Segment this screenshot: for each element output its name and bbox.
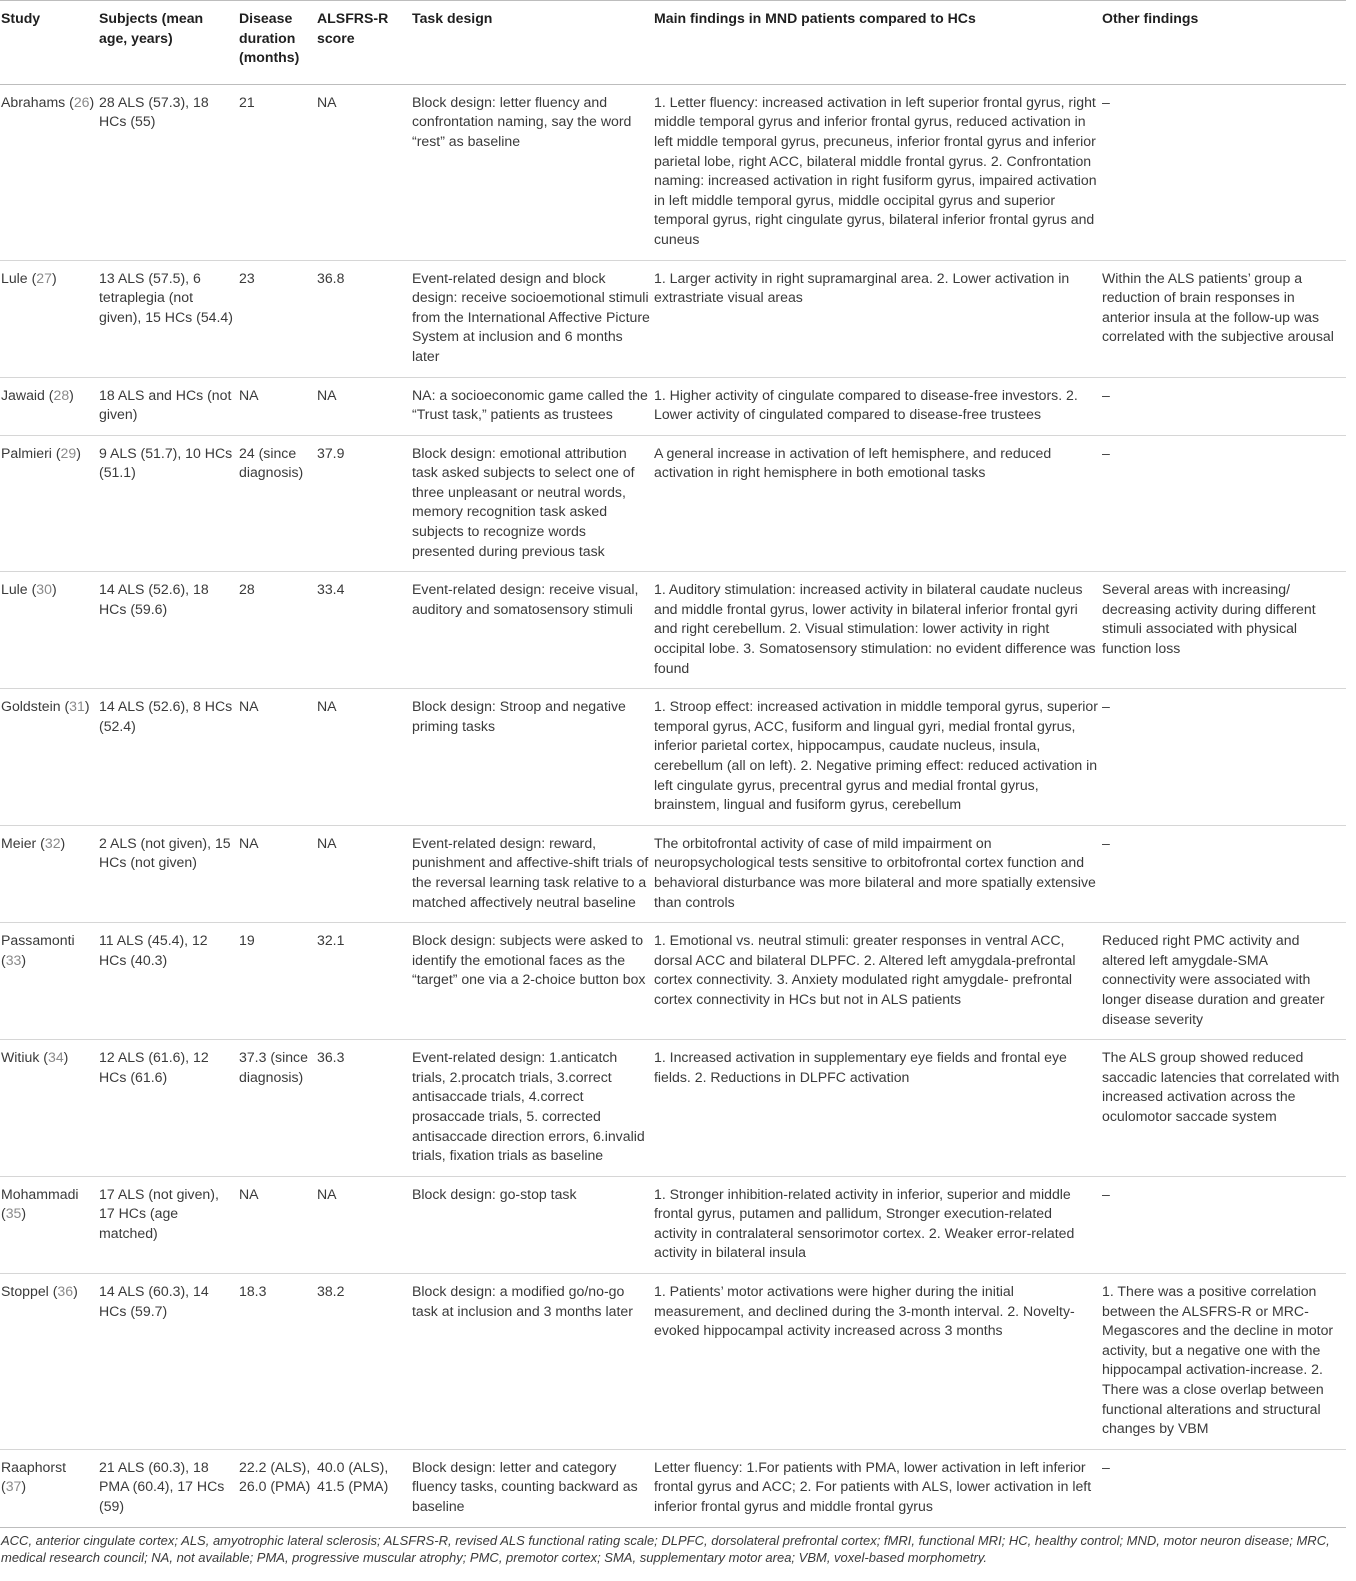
cell-study: Abrahams (26) [1,93,95,110]
cell-study: Witiuk (34) [1,1049,69,1066]
cell-subjects: 21 ALS (60.3), 18 PMA (60.4), 17 HCs (59) [99,1458,225,1514]
table-row [0,1176,1346,1273]
study-name: Passamonti [1,932,75,949]
table-row [0,1449,1346,1527]
cell-study: Lule (30) [1,581,57,598]
cell-findings: 1. Higher activity of cingulate compared to disease-free investors. 2. Lower activity of cingulated compared to disease-free trustees [654,386,1078,423]
cell-duration: 37.3 (since diagnosis) [239,1049,308,1085]
study-reference: 27 [36,269,52,286]
cell-duration: NA [239,1185,259,1202]
study-name: Jawaid [1,386,45,403]
cell-subjects: 14 ALS (60.3), 14 HCs (59.7) [99,1283,209,1319]
table-row [0,84,1346,260]
study-name: Palmieri [1,444,52,461]
cell-duration: NA [239,834,259,851]
cell-task: Event-related design and block design: receive socioemotional stimuli from the International Affective Picture System at inclusion and 6 months later [412,269,650,364]
cell-subjects: 11 ALS (45.4), 12 HCs (40.3) [99,932,208,968]
table-row [0,825,1346,922]
table-row [0,1274,1346,1450]
cell-duration: 18.3 [239,1283,267,1300]
cell-score: 38.2 [317,1283,345,1300]
cell-subjects: 18 ALS and HCs (not given) [99,386,232,423]
table-row [0,1040,1346,1177]
cell-task: Block design: Stroop and negative priming tasks [412,698,626,734]
cell-subjects: 12 ALS (61.6), 12 HCs (61.6) [99,1049,209,1085]
cell-task: Event-related design: 1.anticatch trials, 2.procatch trials, 3.correct antisaccade trials, 4.correct prosaccade trials, 5. corrected antisaccade direction errors, 6.invalid trials, fixation trials as baseline [412,1049,645,1164]
cell-subjects: 2 ALS (not given), 15 HCs (not given) [99,834,231,871]
cell-findings: 1. Increased activation in supplementary eye fields and frontal eye fields. 2. Reductions in DLPFC activation [654,1049,1067,1085]
cell-task: Block design: subjects were asked to identify the emotional faces as the “target” one via a 2-choice button box [412,932,646,988]
header-task: Task design [412,10,493,26]
cell-study: Passamonti (33) [1,932,75,968]
cell-other: – [1102,698,1110,715]
table-row [0,689,1346,826]
header-row [0,1,1346,85]
cell-subjects: 17 ALS (not given), 17 HCs (age matched) [99,1185,219,1241]
cell-duration: NA [239,386,259,403]
study-reference: 29 [60,444,77,461]
cell-score: 32.1 [317,932,345,949]
cell-other: Several areas with increasing/ decreasing activity during different stimuli associated with physical function loss [1102,581,1316,657]
study-name: Witiuk [1,1049,40,1066]
cell-findings: Letter fluency: 1.For patients with PMA, lower activation in left inferior frontal gyrus and ACC; 2. For patients with ALS, lower activation in left inferior frontal gyrus and middle frontal gyrus [654,1458,1092,1514]
cell-score: NA [317,698,337,715]
cell-duration: 28 [239,581,255,598]
cell-other: – [1102,386,1110,403]
cell-score: 40.0 (ALS), 41.5 (PMA) [317,1458,389,1495]
cell-findings: 1. Stroop effect: increased activation in middle temporal gyrus, superior temporal gyrus, ACC, fusiform and lingual gyri, medial frontal gyrus, inferior parietal cortex, hippocampus, caudate nucleus, insula, cerebellum (all on left). 2. Negative priming effect: reduced activation in left cingulate gyrus, precentral gyrus and medial frontal gyrus, brainstem, lingual and fusiform gyrus, cerebellum [654,698,1098,813]
cell-study: Stoppel (36) [1,1283,78,1300]
study-name: Meier [1,834,37,851]
table-row [0,572,1346,689]
study-name: Lule [1,269,28,286]
cell-score: NA [317,93,337,110]
cell-other: – [1102,93,1110,110]
table-row [0,923,1346,1040]
cell-duration: NA [239,698,259,715]
study-reference: 37 [5,1478,22,1495]
cell-findings: 1. Stronger inhibition-related activity in inferior, superior and middle frontal gyrus, putamen and pallidum, Stronger execution-related activity in contralateral sensorimotor cortex. 2. Weaker error-related activity in bilateral insula [654,1185,1075,1261]
cell-task: Event-related design: receive visual, auditory and somatosensory stimuli [412,581,639,617]
study-reference: 33 [5,951,22,968]
cell-findings: 1. Letter fluency: increased activation in left superior frontal gyrus, right middle temporal gyrus and inferior frontal gyrus, reduced activation in left middle temporal gyrus, precuneus, inferior frontal gyrus and inferior parietal lobe, right ACC, bilateral middle frontal gyrus. 2. Confrontation naming: increased activation in right fusiform gyrus, impaired activation in left middle temporal gyrus, middle occipital gyrus and superior temporal gyrus, right cingulate gyrus, bilateral inferior frontal gyrus and cuneus [654,93,1097,247]
study-name: Abrahams [1,93,66,110]
cell-task: Block design: emotional attribution task asked subjects to select one of three unpleasant or neutral words, memory recognition task asked subjects to recognize words presented during previous task [412,444,635,559]
cell-subjects: 28 ALS (57.3), 18 HCs (55) [99,93,209,130]
cell-duration: 23 [239,269,255,286]
cell-task: NA: a socioeconomic game called the “Trust task,” patients as trustees [412,386,648,423]
table-row [0,377,1346,435]
cell-score: 33.4 [317,581,345,598]
study-reference: 31 [69,698,85,715]
cell-subjects: 14 ALS (52.6), 18 HCs (59.6) [99,581,209,617]
header-score: ALSFRS-R score [317,10,389,46]
cell-subjects: 13 ALS (57.5), 6 tetraplegia (not given), 15 HCs (54.4) [99,269,233,325]
study-reference: 34 [47,1049,64,1066]
cell-study: Meier (32) [1,834,66,851]
cell-other: Reduced right PMC activity and altered left amygdale-SMA connectivity were associated with longer disease duration and greater disease severity [1102,932,1325,1027]
table-row [0,435,1346,572]
cell-findings: 1. Patients’ motor activations were higher during the initial measurement, and declined during the 3-month interval. 2. Novelty-evoked hippocampal activity increased across 3 months [654,1283,1075,1339]
cell-study: Goldstein (31) [1,698,90,715]
cell-duration: 21 [239,93,255,110]
cell-task: Block design: go-stop task [412,1185,577,1202]
cell-study: Jawaid (28) [1,386,74,403]
cell-task: Block design: letter fluency and confrontation naming, say the word “rest” as baseline [412,93,632,149]
cell-task: Block design: letter and category fluency tasks, counting backward as baseline [412,1458,638,1514]
study-reference: 32 [44,834,61,851]
cell-other: The ALS group showed reduced saccadic latencies that correlated with increased activation across the oculomotor saccade system [1102,1049,1340,1124]
cell-duration: 19 [239,932,255,949]
study-reference: 35 [5,1205,22,1222]
cell-duration: 24 (since diagnosis) [239,444,304,481]
table-body [0,84,1346,1527]
study-name: Stoppel [1,1283,49,1300]
study-name: Lule [1,581,28,598]
cell-findings: 1. Larger activity in right supramarginal area. 2. Lower activation in extrastriate visual areas [654,269,1070,306]
header-duration: Disease duration (months) [239,10,300,66]
cell-score: 36.8 [317,269,345,286]
cell-other: – [1102,1185,1110,1202]
study-name: Raaphorst [1,1458,67,1475]
cell-subjects: 14 ALS (52.6), 8 HCs (52.4) [99,698,233,734]
cell-task: Block design: a modified go/no-go task at inclusion and 3 months later [412,1283,633,1319]
cell-other: – [1102,444,1110,461]
study-reference: 26 [73,93,90,110]
cell-duration: 22.2 (ALS), 26.0 (PMA) [239,1458,311,1495]
cell-other: 1. There was a positive correlation between the ALSFRS-R or MRC-Megascores and the decline in motor activity, but a negative one with the hippocampal activation-increase. 2. There was a close overlap between functional alterations and structural changes by VBM [1102,1283,1334,1437]
cell-score: NA [317,386,337,403]
study-reference: 36 [57,1283,74,1300]
cell-other: – [1102,834,1110,851]
table-row [0,260,1346,377]
cell-study: Raaphorst (37) [1,1458,67,1495]
cell-subjects: 9 ALS (51.7), 10 HCs (51.1) [99,444,233,481]
cell-score: 37.9 [317,444,345,461]
study-name: Mohammadi [1,1185,79,1202]
study-reference: 28 [53,386,70,403]
cell-other: – [1102,1458,1110,1475]
cell-score: NA [317,1185,337,1202]
cell-study: Palmieri (29) [1,444,81,461]
cell-study: Mohammadi (35) [1,1185,79,1222]
header-findings: Main findings in MND patients compared to HCs [654,10,976,26]
cell-findings: 1. Emotional vs. neutral stimuli: greater responses in ventral ACC, dorsal ACC and bilateral DLPFC. 2. Altered left amygdala-prefrontal cortex connectivity. 3. Anxiety modulated right amygdale- prefrontal cortex connectivity in HCs but not in ALS patients [654,932,1076,1007]
cell-task: Event-related design: reward, punishment and affective-shift trials of the reversal learning task relative to a matched affectively neutral baseline [412,834,649,910]
cell-score: 36.3 [317,1049,345,1066]
study-reference: 30 [36,581,52,598]
cell-findings: 1. Auditory stimulation: increased activity in bilateral caudate nucleus and middle frontal gyrus, lower activity in bilateral inferior frontal gyri and right cerebellum. 2. Visual stimulation: lower activity in right occipital lobe. 3. Somatosensory stimulation: no evident difference was found [654,581,1096,676]
cell-study: Lule (27) [1,269,57,286]
header-study: Study [1,10,41,26]
study-name: Goldstein [1,698,61,715]
header-subjects: Subjects (mean age, years) [99,10,204,46]
cell-other: Within the ALS patients’ group a reduction of brain responses in anterior insula at the follow-up was correlated with the subjective arousal [1102,269,1334,345]
cell-score: NA [317,834,337,851]
header-other: Other findings [1102,10,1199,26]
cell-findings: The orbitofrontal activity of case of mild impairment on neuropsychological tests sensitive to orbitofrontal cortex function and behavioral disturbance was more bilateral and more spatially extensive than controls [654,834,1096,910]
table-footnote: ACC, anterior cingulate cortex; ALS, amyotrophic lateral sclerosis; ALSFRS-R, revised ALS functional rating scale; DLPFC, dorsolateral prefrontal cortex; fMRI, functional MRI; HC, healthy control; MND, motor neuron disease; MRC, medical research council; NA, not available; PMA, progressive muscular atrophy; PMC, premotor cortex; SMA, supplementary motor area; VBM, voxel-based morphometry. [1,1532,1330,1566]
cell-findings: A general increase in activation of left hemisphere, and reduced activation in right hemisphere in both emotional tasks [654,444,1052,481]
